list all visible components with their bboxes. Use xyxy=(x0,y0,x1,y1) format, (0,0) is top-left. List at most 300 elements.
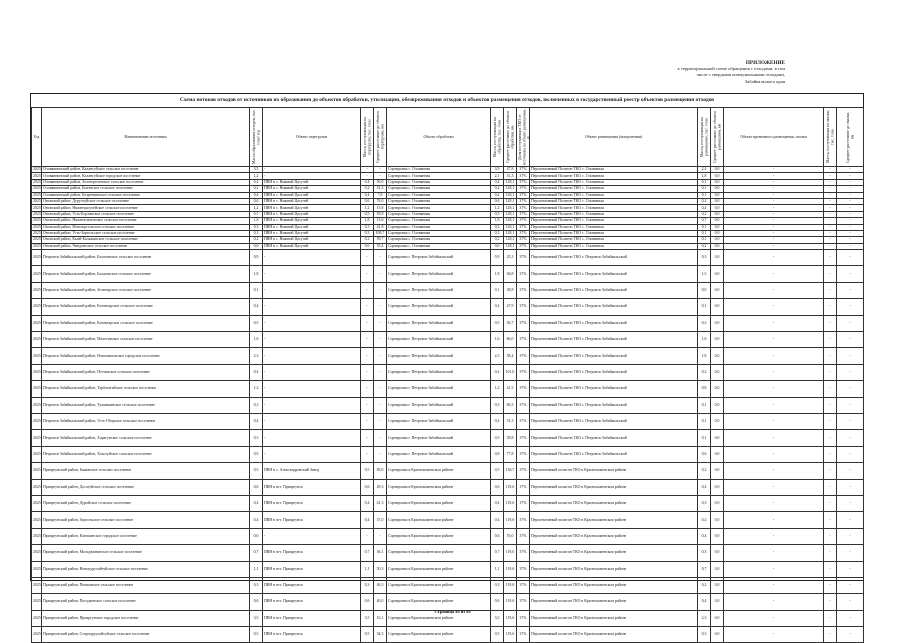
disposal-object-cell: Перспективный полигон ТКО в Краснокаменском районе xyxy=(530,545,698,561)
annex-title: ПРИЛОЖЕНИЕ xyxy=(745,60,785,66)
temporary-distance-cell: - xyxy=(837,211,864,217)
disposal-distance-cell: 0,0 xyxy=(711,397,724,413)
source-cell: Ононский район, Дурулгуйское сельское поселение xyxy=(42,198,250,204)
share-percent-cell: 37% xyxy=(517,430,530,446)
disposal-mass-cell: 0,2 xyxy=(698,577,711,593)
disposal-distance-cell: 0,0 xyxy=(711,348,724,364)
temporary-mass-cell: - xyxy=(824,179,837,185)
temporary-distance-cell: - xyxy=(837,413,864,429)
share-percent-cell: 37% xyxy=(517,479,530,495)
processing-object-cell: Сортировка в Краснокаменском районе xyxy=(387,495,491,511)
temporary-object-cell: - xyxy=(724,266,824,282)
temporary-object-cell: - xyxy=(724,627,824,643)
disposal-object-cell: Перспективный полигон ТКО в Краснокаменском районе xyxy=(530,479,698,495)
temporary-distance-cell: - xyxy=(837,282,864,298)
processing-distance-cell: 119,6 xyxy=(504,577,517,593)
disposal-mass-cell: 1,8 xyxy=(698,173,711,179)
temporary-mass-cell: - xyxy=(824,167,837,173)
share-percent-cell: 37% xyxy=(517,364,530,380)
share-percent-cell: 37% xyxy=(517,610,530,626)
table-caption: Схема потоков отходов от источников их образования до объектов обработки, утилизации, обезвреживания отходов и объектов размещения отходов, включенных в государственный реестр объектов размещения отходов xyxy=(179,97,715,103)
transfer-mass-cell: 0,6 xyxy=(361,198,374,204)
processing-mass-cell: 0,4 xyxy=(491,512,504,528)
table-header-row xyxy=(32,108,864,167)
temporary-object-cell: - xyxy=(724,167,824,173)
transfer-object-cell: - xyxy=(263,397,361,413)
table-row xyxy=(32,479,864,495)
processing-distance-cell: 128,1 xyxy=(504,186,517,192)
generated-mass-cell: 0,2 xyxy=(250,186,263,192)
transfer-mass-cell: 0,5 xyxy=(361,627,374,643)
processing-object-cell: Сортировка с. Оловянная xyxy=(387,243,491,249)
transfer-mass-cell: 0,3 xyxy=(361,224,374,230)
disposal-object-cell: Перспективный Полигон ТКО с. Оловянная xyxy=(530,179,698,185)
share-percent-cell: 37% xyxy=(517,224,530,230)
transfer-mass-cell: - xyxy=(361,397,374,413)
transfer-object-cell: ПВН в пгт. Приаргунск xyxy=(263,545,361,561)
generated-mass-cell: 0,4 xyxy=(250,179,263,185)
header-share-percent: Доля поступающих ТКО от источника на объект размещения, % xyxy=(517,108,530,167)
generated-mass-cell: 0,3 xyxy=(250,430,263,446)
processing-distance-cell: 60,3 xyxy=(504,397,517,413)
disposal-object-cell: Перспективный Полигон ТКО с. Оловянная xyxy=(530,205,698,211)
temporary-distance-cell: - xyxy=(837,230,864,236)
generated-mass-cell: 1,2 xyxy=(250,381,263,397)
temporary-mass-cell: - xyxy=(824,250,837,266)
disposal-mass-cell: 0,1 xyxy=(698,192,711,198)
temporary-object-cell: - xyxy=(724,173,824,179)
processing-mass-cell: 1,2 xyxy=(491,205,504,211)
transfer-object-cell: ПВН в с. Нижний Цасучей xyxy=(263,198,361,204)
disposal-distance-cell: 0,0 xyxy=(711,282,724,298)
transfer-mass-cell: 0,2 xyxy=(361,237,374,243)
share-percent-cell: 37% xyxy=(517,186,530,192)
processing-mass-cell: 2,1 xyxy=(491,173,504,179)
header-disposal-mass: Масса, поступающая на размещение, тыс. тонн xyxy=(698,108,711,167)
year-cell: 2025 xyxy=(32,332,42,348)
temporary-object-cell: - xyxy=(724,218,824,224)
temporary-distance-cell: - xyxy=(837,179,864,185)
share-percent-cell: 37% xyxy=(517,512,530,528)
transfer-mass-cell: 0,2 xyxy=(361,186,374,192)
processing-distance-cell: 128,1 xyxy=(504,205,517,211)
table-row xyxy=(32,250,864,266)
processing-mass-cell: 0,6 xyxy=(491,594,504,610)
transfer-object-cell: - xyxy=(263,413,361,429)
temporary-mass-cell: - xyxy=(824,198,837,204)
generated-mass-cell: 0,4 xyxy=(250,364,263,380)
year-cell: 2025 xyxy=(32,512,42,528)
transfer-mass-cell: 0,3 xyxy=(361,577,374,593)
processing-mass-cell: 0,4 xyxy=(491,179,504,185)
share-percent-cell: 37% xyxy=(517,167,530,173)
source-cell: Ононский район, Кыэй-Бальжинское сельское поселение xyxy=(42,237,250,243)
disposal-object-cell: Перспективный Полигон ТКО г. Петровск-Забайкальский xyxy=(530,364,698,380)
disposal-mass-cell: 0,2 xyxy=(698,315,711,331)
temporary-mass-cell: - xyxy=(824,627,837,643)
temporary-distance-cell: - xyxy=(837,364,864,380)
processing-mass-cell: 1,2 xyxy=(491,381,504,397)
source-cell: Ононский район, Новозоргольское сельское поселение xyxy=(42,224,250,230)
disposal-object-cell: Перспективный Полигон ТКО г. Петровск-Забайкальский xyxy=(530,282,698,298)
processing-distance-cell: 128,1 xyxy=(504,243,517,249)
processing-object-cell: Сортировка в Краснокаменском районе xyxy=(387,545,491,561)
disposal-mass-cell: 0,2 xyxy=(698,198,711,204)
share-percent-cell: 37% xyxy=(517,627,530,643)
processing-mass-cell: 0,5 xyxy=(491,463,504,479)
annex-line: Забайкальского края xyxy=(744,78,785,84)
temporary-distance-cell: - xyxy=(837,173,864,179)
year-cell: 2025 xyxy=(33,199,41,204)
disposal-distance-cell: 0,0 xyxy=(711,315,724,331)
share-percent-cell: 37% xyxy=(517,463,530,479)
processing-object-cell: Сортировка г. Петровск-Забайкальский xyxy=(387,364,491,380)
disposal-distance-cell: 0,0 xyxy=(711,545,724,561)
temporary-object-cell: - xyxy=(724,186,824,192)
temporary-distance-cell: - xyxy=(837,561,864,577)
share-percent-cell: 37% xyxy=(517,179,530,185)
processing-object-cell: Сортировка с. Оловянная xyxy=(387,186,491,192)
table-row xyxy=(32,299,864,315)
disposal-distance-cell: 0,0 xyxy=(711,512,724,528)
transfer-mass-cell: 0,4 xyxy=(361,495,374,511)
transfer-distance-cell: 50,3 xyxy=(374,561,387,577)
temporary-object-cell: - xyxy=(724,512,824,528)
processing-mass-cell: 0,6 xyxy=(491,479,504,495)
header-generated-mass: Масса образования отходов, тыс. тонн/ год xyxy=(250,108,263,167)
header-transfer-distance: Среднее расстояние до объекта перегрузки, км xyxy=(374,108,387,167)
table-row xyxy=(32,413,864,429)
transfer-distance-cell: 108,7 xyxy=(374,230,387,236)
temporary-object-cell: - xyxy=(724,198,824,204)
processing-distance-cell: 119,6 xyxy=(504,627,517,643)
year-cell: 2025 xyxy=(32,463,42,479)
disposal-mass-cell: 0,1 xyxy=(698,230,711,236)
temporary-object-cell: - xyxy=(724,299,824,315)
year-cell: 2025 xyxy=(33,173,41,178)
table-row xyxy=(32,266,864,282)
share-percent-cell: 37% xyxy=(517,413,530,429)
generated-mass-cell: 0,1 xyxy=(250,282,263,298)
share-percent-cell: 37% xyxy=(517,397,530,413)
transfer-object-cell: - xyxy=(263,299,361,315)
disposal-mass-cell: 0,7 xyxy=(698,561,711,577)
transfer-distance-cell: - xyxy=(374,364,387,380)
transfer-distance-cell: 76,0 xyxy=(374,198,387,204)
processing-distance-cell: 58,4 xyxy=(504,348,517,364)
processing-distance-cell: 38,8 xyxy=(504,282,517,298)
year-cell: 2025 xyxy=(33,167,41,172)
transfer-distance-cell: 40,0 xyxy=(374,594,387,610)
processing-mass-cell: 0,3 xyxy=(491,224,504,230)
processing-distance-cell: 119,6 xyxy=(504,479,517,495)
disposal-object-cell: Перспективный Полигон ТКО г. Петровск-Забайкальский xyxy=(530,413,698,429)
processing-mass-cell: 0,1 xyxy=(491,282,504,298)
temporary-object-cell: - xyxy=(724,545,824,561)
temporary-object-cell: - xyxy=(724,364,824,380)
transfer-distance-cell: 34,5 xyxy=(374,627,387,643)
header-year: Год xyxy=(32,108,42,167)
processing-mass-cell: 0,6 xyxy=(491,243,504,249)
disposal-object-cell: Перспективный Полигон ТКО с. Оловянная xyxy=(530,211,698,217)
table-row xyxy=(32,364,864,380)
transfer-mass-cell: - xyxy=(361,315,374,331)
processing-object-cell: Сортировка в Краснокаменском районе xyxy=(387,512,491,528)
header-transfer-object: Объект перегрузки xyxy=(263,108,361,167)
temporary-distance-cell: - xyxy=(837,250,864,266)
table-row xyxy=(32,528,864,544)
share-percent-cell: 37% xyxy=(517,250,530,266)
transfer-distance-cell: - xyxy=(374,332,387,348)
share-percent-cell: 37% xyxy=(517,230,530,236)
transfer-distance-cell: - xyxy=(374,528,387,544)
temporary-mass-cell: - xyxy=(824,545,837,561)
disposal-distance-cell: 0,0 xyxy=(711,266,724,282)
processing-object-cell: Сортировка в Краснокаменском районе xyxy=(387,577,491,593)
transfer-object-cell: - xyxy=(263,381,361,397)
transfer-distance-cell: 41,3 xyxy=(374,495,387,511)
year-cell: 2025 xyxy=(32,299,42,315)
share-percent-cell: 37% xyxy=(517,315,530,331)
transfer-mass-cell: 1,1 xyxy=(361,561,374,577)
transfer-object-cell: ПВН в с. Нижний Цасучей xyxy=(263,205,361,211)
disposal-object-cell: Перспективный Полигон ТКО с. Оловянная xyxy=(530,243,698,249)
generated-mass-cell: 1,1 xyxy=(250,561,263,577)
transfer-object-cell: ПВН в пгт. Приаргунск xyxy=(263,610,361,626)
transfer-mass-cell: - xyxy=(361,413,374,429)
transfer-object-cell: - xyxy=(263,266,361,282)
temporary-object-cell: - xyxy=(724,397,824,413)
disposal-distance-cell: 0,0 xyxy=(711,218,724,224)
disposal-mass-cell: 0,3 xyxy=(698,627,711,643)
temporary-distance-cell: - xyxy=(837,627,864,643)
source-cell: Петровск-Забайкальский район, Малетинское сельское поселение xyxy=(42,332,250,348)
source-cell: Ононский район, Чиндантское сельское поселение xyxy=(42,243,250,249)
disposal-object-cell: Перспективный полигон ТКО в Краснокаменском районе xyxy=(530,463,698,479)
processing-distance-cell: 41,5 xyxy=(504,381,517,397)
disposal-mass-cell: 0,4 xyxy=(698,479,711,495)
processing-mass-cell: 1,8 xyxy=(491,218,504,224)
disposal-mass-cell: 0,2 xyxy=(698,243,711,249)
transfer-object-cell: ПВН в пгт. Приаргунск xyxy=(263,594,361,610)
disposal-mass-cell: 0,0 xyxy=(698,282,711,298)
transfer-distance-cell: 50,0 xyxy=(374,179,387,185)
temporary-mass-cell: - xyxy=(824,512,837,528)
share-percent-cell: 37% xyxy=(517,266,530,282)
transfer-mass-cell: - xyxy=(361,173,374,179)
temporary-object-cell: - xyxy=(724,594,824,610)
transfer-distance-cell: - xyxy=(374,299,387,315)
transfer-mass-cell: - xyxy=(361,348,374,364)
disposal-object-cell: Перспективный Полигон ТКО с. Оловянная xyxy=(530,237,698,243)
temporary-object-cell: - xyxy=(724,577,824,593)
transfer-object-cell: ПВН в пгт. Приаргунск xyxy=(263,495,361,511)
processing-mass-cell: 0,5 xyxy=(491,315,504,331)
disposal-distance-cell: 0,0 xyxy=(711,173,724,179)
temporary-distance-cell: - xyxy=(837,205,864,211)
transfer-object-cell: - xyxy=(263,315,361,331)
transfer-distance-cell: 59,8 xyxy=(374,211,387,217)
transfer-mass-cell: - xyxy=(361,430,374,446)
table-row xyxy=(32,381,864,397)
disposal-mass-cell: 2,3 xyxy=(698,610,711,626)
source-cell: Оловяннинский район, Калангуйское городское поселение xyxy=(42,173,250,179)
transfer-object-cell: ПВН в пгт. Приаргунск xyxy=(263,627,361,643)
share-percent-cell: 37% xyxy=(517,528,530,544)
generated-mass-cell: 0,6 xyxy=(250,243,263,249)
table-row xyxy=(32,332,864,348)
processing-mass-cell: 0,4 xyxy=(491,192,504,198)
temporary-mass-cell: - xyxy=(824,315,837,331)
temporary-mass-cell: - xyxy=(824,299,837,315)
transfer-object-cell: ПВН в с. Нижний Цасучей xyxy=(263,179,361,185)
temporary-mass-cell: - xyxy=(824,332,837,348)
processing-object-cell: Сортировка в Краснокаменском районе xyxy=(387,479,491,495)
disposal-object-cell: Перспективный полигон ТКО в Краснокаменском районе xyxy=(530,594,698,610)
transfer-object-cell: ПВН в с. Нижний Цасучей xyxy=(263,237,361,243)
temporary-distance-cell: - xyxy=(837,594,864,610)
processing-mass-cell: 0,4 xyxy=(491,364,504,380)
temporary-distance-cell: - xyxy=(837,512,864,528)
header-processing-mass: Масса, поступающая на обработку, тыс. тонн xyxy=(491,108,504,167)
disposal-distance-cell: 0,0 xyxy=(711,627,724,643)
disposal-object-cell: Перспективный Полигон ТКО г. Петровск-Забайкальский xyxy=(530,446,698,462)
processing-mass-cell: 1,8 xyxy=(491,266,504,282)
year-cell: 2025 xyxy=(32,381,42,397)
disposal-mass-cell: 0,6 xyxy=(698,446,711,462)
page-footer: Страница 40 из 80 xyxy=(434,609,471,614)
temporary-distance-cell: - xyxy=(837,266,864,282)
year-cell: 2025 xyxy=(32,577,42,593)
temporary-object-cell: - xyxy=(724,230,824,236)
source-cell: Приаргунский район, Молодёжнинское сельское поселение xyxy=(42,545,250,561)
temporary-distance-cell: - xyxy=(837,198,864,204)
transfer-object-cell: - xyxy=(263,348,361,364)
temporary-object-cell: - xyxy=(724,381,824,397)
year-cell: 2025 xyxy=(33,224,41,229)
transfer-object-cell: ПВН в с. Нижний Цасучей xyxy=(263,230,361,236)
disposal-object-cell: Перспективный Полигон ТКО г. Петровск-Забайкальский xyxy=(530,397,698,413)
disposal-object-cell: Перспективный Полигон ТКО г. Петровск-Забайкальский xyxy=(530,381,698,397)
source-cell: Приаргунский район, Приаргунское городское поселение xyxy=(42,610,250,626)
disposal-object-cell: Перспективный Полигон ТКО с. Оловянная xyxy=(530,224,698,230)
generated-mass-cell: 1,8 xyxy=(250,218,263,224)
processing-mass-cell: 0,5 xyxy=(491,211,504,217)
processing-distance-cell: 128,1 xyxy=(504,237,517,243)
share-percent-cell: 37% xyxy=(517,198,530,204)
table-row xyxy=(32,397,864,413)
disposal-object-cell: Перспективный Полигон ТКО с. Оловянная xyxy=(530,186,698,192)
processing-distance-cell: 47,9 xyxy=(504,299,517,315)
processing-object-cell: Сортировка г. Петровск-Забайкальский xyxy=(387,348,491,364)
temporary-mass-cell: - xyxy=(824,211,837,217)
temporary-mass-cell: - xyxy=(824,430,837,446)
transfer-object-cell: - xyxy=(263,332,361,348)
source-cell: Приаргунский район, Кличкинское городское поселение xyxy=(42,528,250,544)
transfer-mass-cell: 0,6 xyxy=(361,243,374,249)
source-cell: Петровск-Забайкальский район, Харагунское сельское поселение xyxy=(42,430,250,446)
transfer-object-cell: ПВН в пгт. Приаргунск xyxy=(263,479,361,495)
year-cell: 2025 xyxy=(32,446,42,462)
source-cell: Приаргунский район, Дуройское сельское поселение xyxy=(42,495,250,511)
processing-mass-cell: 0,3 xyxy=(491,397,504,413)
header-disposal-object: Объект размещения (захоронения) xyxy=(530,108,698,167)
temporary-mass-cell: - xyxy=(824,218,837,224)
processing-object-cell: Сортировка с. Оловянная xyxy=(387,230,491,236)
disposal-distance-cell: 0,0 xyxy=(711,211,724,217)
temporary-distance-cell: - xyxy=(837,446,864,462)
disposal-object-cell: Перспективный Полигон ТКО г. Петровск-Забайкальский xyxy=(530,250,698,266)
source-cell: Петровск-Забайкальский район, Хохотуйское сельское поселение xyxy=(42,446,250,462)
transfer-mass-cell: 0,4 xyxy=(361,512,374,528)
temporary-distance-cell: - xyxy=(837,397,864,413)
processing-mass-cell: 0,3 xyxy=(491,430,504,446)
transfer-object-cell: ПВН в с. Нижний Цасучей xyxy=(263,218,361,224)
transfer-object-cell: ПВН в с. Нижний Цасучей xyxy=(263,211,361,217)
disposal-distance-cell: 0,0 xyxy=(711,561,724,577)
disposal-distance-cell: 0,0 xyxy=(711,381,724,397)
temporary-object-cell: - xyxy=(724,413,824,429)
temporary-distance-cell: - xyxy=(837,186,864,192)
temporary-distance-cell: - xyxy=(837,167,864,173)
disposal-distance-cell: 0,0 xyxy=(711,594,724,610)
processing-distance-cell: 119,6 xyxy=(504,594,517,610)
transfer-object-cell: ПВН в с. Нижний Цасучей xyxy=(263,186,361,192)
transfer-distance-cell: - xyxy=(374,250,387,266)
header-disposal-distance: Среднее расстояние до объекта размещения, км xyxy=(711,108,724,167)
processing-object-cell: Сортировка г. Петровск-Забайкальский xyxy=(387,446,491,462)
generated-mass-cell: 0,4 xyxy=(250,495,263,511)
temporary-mass-cell: - xyxy=(824,479,837,495)
disposal-object-cell: Перспективный Полигон ТКО г. Петровск-Забайкальский xyxy=(530,266,698,282)
transfer-object-cell: - xyxy=(263,167,361,173)
processing-object-cell: Сортировка г. Петровск-Забайкальский xyxy=(387,250,491,266)
processing-distance-cell: 119,6 xyxy=(504,561,517,577)
disposal-distance-cell: 0,0 xyxy=(711,479,724,495)
generated-mass-cell: 3,5 xyxy=(250,610,263,626)
year-cell: 2025 xyxy=(32,348,42,364)
source-cell: Оловяннинский район, Калангуйское сельское поселение xyxy=(42,167,250,173)
generated-mass-cell: 0,9 xyxy=(250,250,263,266)
disposal-mass-cell: 1,6 xyxy=(698,332,711,348)
processing-object-cell: Сортировка в Краснокаменском районе xyxy=(387,561,491,577)
transfer-mass-cell: 1,2 xyxy=(361,205,374,211)
temporary-object-cell: - xyxy=(724,211,824,217)
generated-mass-cell: 0,6 xyxy=(250,528,263,544)
processing-distance-cell: 119,6 xyxy=(504,545,517,561)
year-cell: 2025 xyxy=(32,545,42,561)
disposal-mass-cell: 0,3 xyxy=(698,495,711,511)
source-cell: Петровск-Забайкальский район, Катангарское сельское поселение xyxy=(42,299,250,315)
disposal-distance-cell: 0,0 xyxy=(711,179,724,185)
share-percent-cell: 37% xyxy=(517,545,530,561)
temporary-object-cell: - xyxy=(724,463,824,479)
source-cell: Приаргунский район, Быкинское сельское поселение xyxy=(42,463,250,479)
share-percent-cell: 37% xyxy=(517,218,530,224)
annex-line: числе с твердыми коммунальными отходами, xyxy=(696,72,785,78)
processing-distance-cell: 55,0 xyxy=(504,528,517,544)
disposal-distance-cell: 0,0 xyxy=(711,446,724,462)
temporary-object-cell: - xyxy=(724,479,824,495)
temporary-mass-cell: - xyxy=(824,186,837,192)
processing-object-cell: Сортировка с. Оловянная xyxy=(387,218,491,224)
temporary-object-cell: - xyxy=(724,348,824,364)
disposal-mass-cell: 0,2 xyxy=(698,364,711,380)
generated-mass-cell: 0,3 xyxy=(250,577,263,593)
processing-object-cell: Сортировка г. Петровск-Забайкальский xyxy=(387,397,491,413)
transfer-distance-cell: - xyxy=(374,348,387,364)
processing-mass-cell: 1,1 xyxy=(491,561,504,577)
